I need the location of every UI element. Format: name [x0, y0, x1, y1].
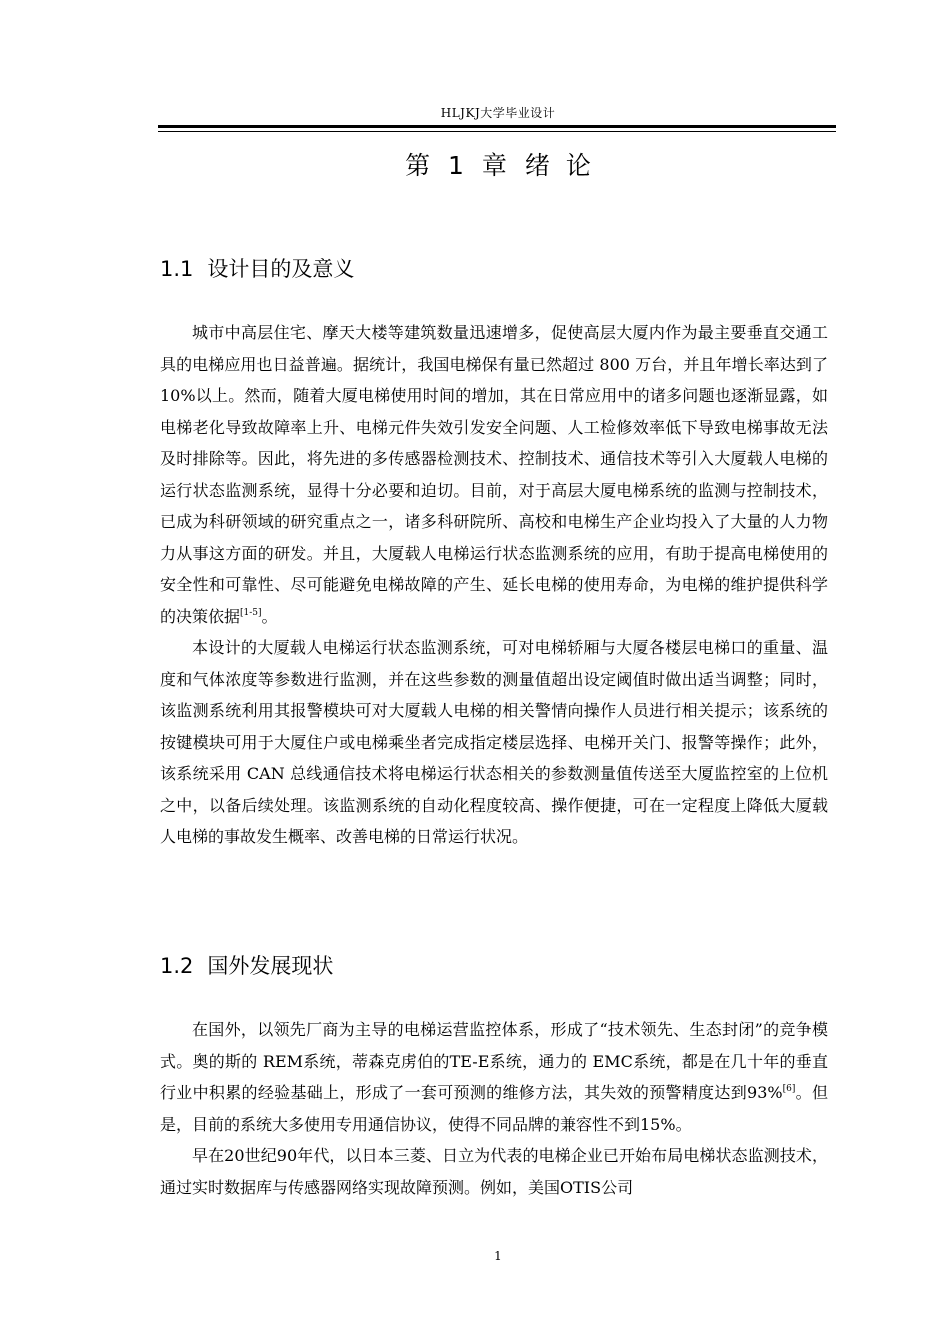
- header-rule-thin: [158, 131, 836, 132]
- section-heading-1-2: [160, 950, 333, 980]
- citation: [6]: [782, 1084, 796, 1094]
- paragraph: 在国外，以领先厂商为主导的电梯运营监控体系，形成了“技术领先、生态封闭”的竞争模式。奥的斯的 REM系统，蒂森克虏伯的TE-E系统，通力的 EMC系统，都是在几十年的垂直行业中积累的经验基础上，形成了一套可预测的维修方法，其失效的预警精度达到93%[6]。但是，目前的系统大多使用专用通信协议，使得不同品牌的兼容性不到15%。: [160, 1020, 828, 1134]
- paragraph: 早在20世纪90年代，以日本三菱、日立为代表的电梯企业已开始布局电梯状态监测技术，通过实时数据库与传感器网络实现故障预测。例如，美国OTIS公司: [160, 1146, 828, 1197]
- section-number: 1.2: [160, 954, 194, 978]
- page-number: 1: [494, 1249, 502, 1263]
- chapter-title-suffix: 论: [565, 151, 591, 180]
- citation: [1-5]: [240, 607, 262, 618]
- section-number: 1.1: [160, 257, 194, 281]
- paragraph: 本设计的大厦载人电梯运行状态监测系统，可对电梯轿厢与大厦各楼层电梯口的重量、温度和气体浓度等参数进行监测，并在这些参数的测量值超出设定阈值时做出适当调整；同时，该监测系统利用其报警模块可对大厦载人电梯的相关警情向操作人员进行相关提示；该系统的按键模块可用于大厦住户或电梯乘坐者完成指定楼层选择、电梯开关门、报警等操作；此外，该系统采用 CAN 总线通信技术将电梯运行状态相关的参数测量值传送至大厦监控室的上位机之中，以备后续处理。该监测系统的自动化程度较高、操作便捷，可在一定程度上降低大厦载人电梯的事故发生概率、改善电梯的日常运行状况。: [160, 638, 828, 846]
- paragraph: 城市中高层住宅、摩天大楼等建筑数量迅速增多，促使高层大厦内作为最主要垂直交通工具的电梯应用也日益普遍。据统计，我国电梯保有量已然超过 800 万台，并且年增长率达到了 10%以上。然而，随着大厦电梯使用时间的增加，其在日常应用中的诸多问题也逐渐显露，如电梯老化导致故障率上升、电梯元件失效引发安全问题、人工检修效率低下导致电梯事故无法及时排除等。因此，将先进的多传感器检测技术、控制技术、通信技术等引入大厦载人电梯的运行状态监测系统，显得十分必要和迫切。目前，对于高层大厦电梯系统的监测与控制技术，已成为科研领域的研究重点之一，诸多科研院所、高校和电梯生产企业均投入了大量的人力物力从事这方面的研发。并且，大厦载人电梯运行状态监测系统的应用，有助于提高电梯使用的安全性和可靠性、尽可能避免电梯故障的产生、延长电梯的使用寿命，为电梯的维护提供科学的决策依据[1-5]。: [160, 323, 828, 626]
- running-header: HLJKJ大学毕业设计: [440, 106, 556, 120]
- chapter-title-prefix: 第 1 章 绪: [405, 151, 550, 180]
- section-body-1-2: [160, 1014, 828, 1203]
- section-heading-1-1: [160, 253, 354, 283]
- section-title: 设计目的及意义: [207, 257, 355, 281]
- header-rule-thick: [158, 125, 836, 128]
- chapter-title: [160, 146, 836, 182]
- section-title: 国外发展现状: [207, 954, 334, 978]
- section-body-1-1: [160, 317, 828, 853]
